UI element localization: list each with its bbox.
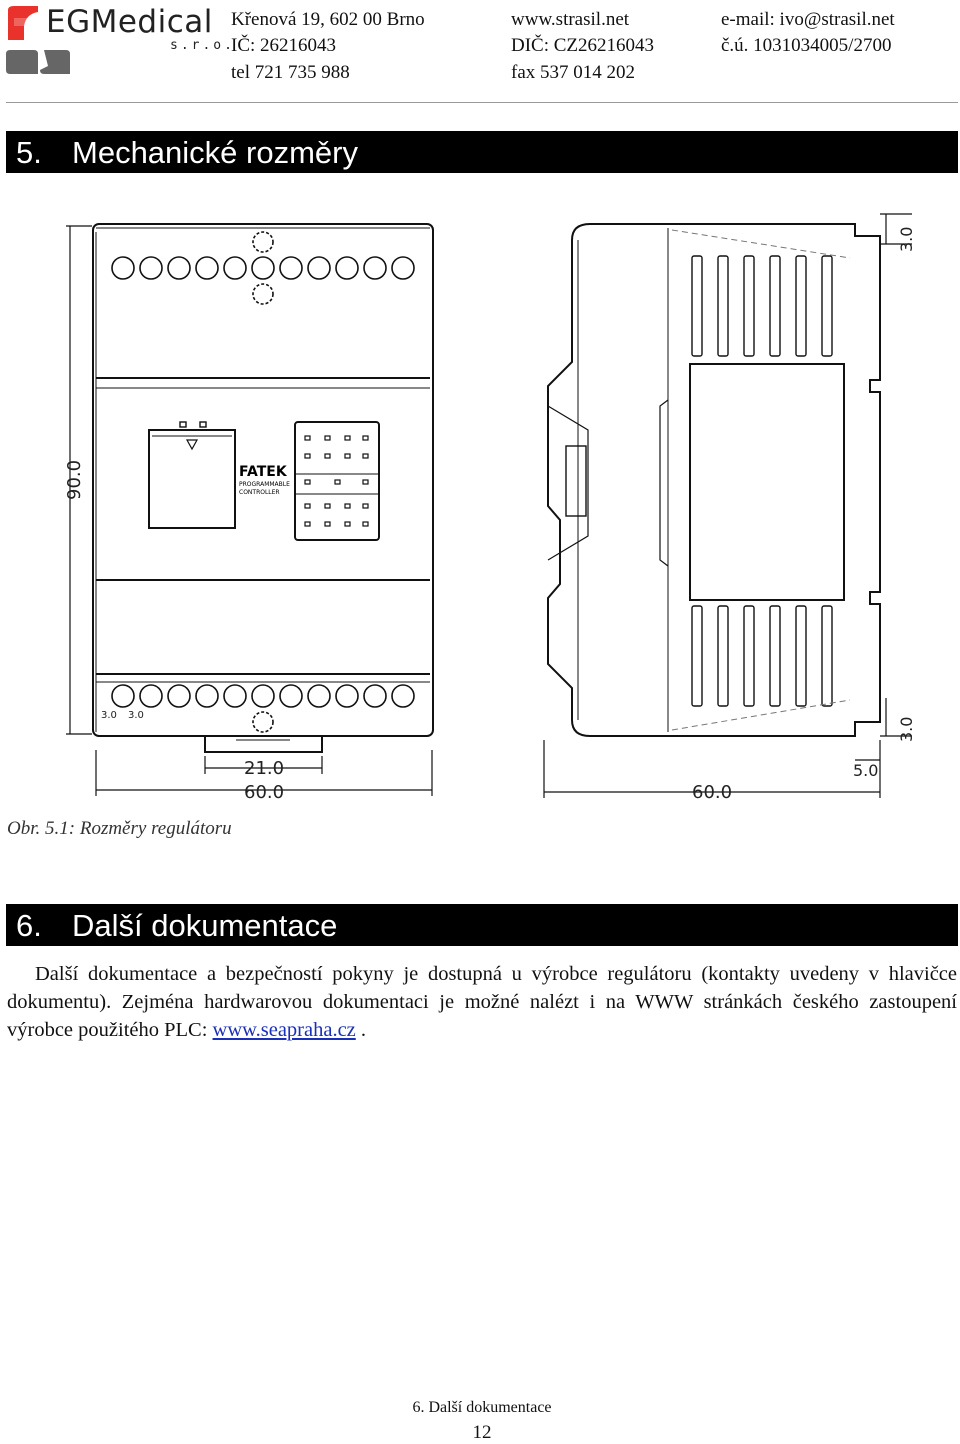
front-brand-sub2: CONTROLLER — [239, 489, 280, 496]
figure-caption: Obr. 5.1: Rozměry regulátoru — [7, 818, 232, 839]
section-heading-5 — [6, 131, 958, 173]
footer-section-title: 6. Další dokumentace — [412, 1399, 552, 1416]
seapraha-link[interactable]: www.seapraha.cz — [212, 1019, 356, 1041]
dimension-drawing — [0, 200, 960, 810]
logo-wordmark: EGMedical — [46, 4, 213, 40]
logo-suffix: s.r.o. — [170, 38, 235, 53]
front-dim-height: 90.0 — [64, 459, 85, 500]
side-view — [544, 214, 912, 798]
front-view — [66, 224, 433, 796]
side-dim-foot: 5.0 — [853, 761, 879, 780]
section-6-paragraph — [7, 960, 957, 1044]
section-number: 5. — [16, 135, 42, 170]
header-email: e-mail: ivo@strasil.net — [721, 9, 895, 30]
front-dim-small-1: 3.0 — [101, 710, 117, 721]
header-address: Křenová 19, 602 00 Brno — [231, 9, 425, 30]
header-divider — [6, 102, 958, 103]
section-title: Mechanické rozměry — [72, 135, 358, 170]
side-dim-bottom: 3.0 — [897, 716, 916, 742]
front-dim-width: 60.0 — [244, 782, 285, 803]
front-dim-small-2: 3.0 — [128, 710, 144, 721]
header-phone: tel 721 735 988 — [231, 62, 350, 83]
side-dim-top: 3.0 — [897, 226, 916, 252]
front-brand-sub1: PROGRAMMABLE — [239, 481, 290, 488]
paragraph-tail: . — [355, 1019, 367, 1041]
page-number: 12 — [472, 1422, 492, 1443]
front-brand: FATEK — [239, 464, 287, 480]
front-dim-foot: 21.0 — [244, 758, 285, 779]
header-account: č.ú. 1031034005/2700 — [721, 35, 892, 56]
paragraph-text: Další dokumentace a bezpečností pokyny je dostupná u výrobce regulátoru (kontakty uvedeny v hlavičce dokumentu). Zejména hardwarovou dokumentaci je možné nalézt i na WWW stránkách českého zastoupení výrobce použitého PLC: — [7, 963, 957, 1041]
header-ic: IČ: 26216043 — [231, 35, 337, 56]
section-title: Další dokumentace — [72, 908, 338, 943]
header-dic: DIČ: CZ26216043 — [511, 35, 655, 56]
section-number: 6. — [16, 908, 42, 943]
header-website: www.strasil.net — [511, 9, 630, 30]
side-dim-width: 60.0 — [692, 782, 733, 803]
section-heading-6 — [6, 904, 958, 946]
header-fax: fax 537 014 202 — [511, 62, 636, 83]
